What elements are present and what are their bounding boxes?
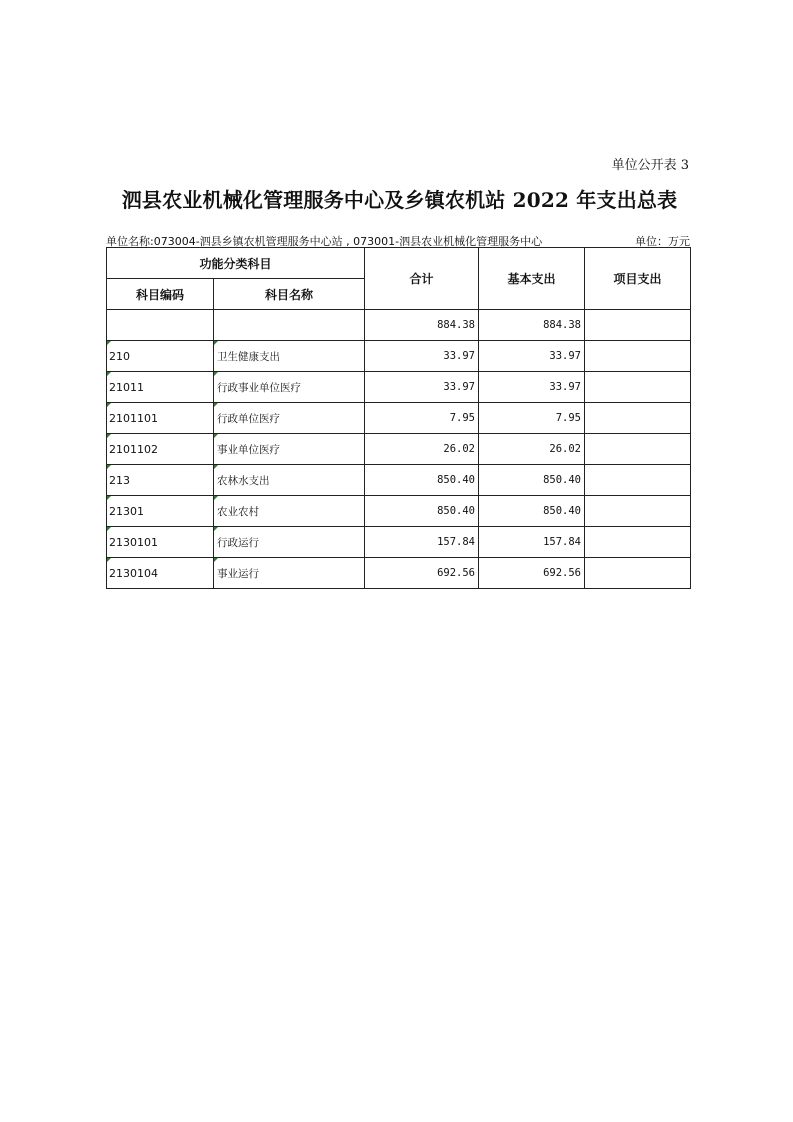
- cell-name: 行政单位医疗: [214, 403, 365, 434]
- header-subject-code: 科目编码: [107, 279, 214, 310]
- unit-measure: 单位：万元: [635, 235, 690, 248]
- header-total: 合计: [365, 248, 479, 310]
- cell-project: [585, 527, 691, 558]
- table-row: [107, 341, 691, 372]
- table-row: [107, 465, 691, 496]
- cell-code: 2101102: [107, 434, 214, 465]
- cell-total: 33.97: [365, 372, 479, 403]
- cell-project: [585, 558, 691, 589]
- unit-name: 单位名称:073004-泗县乡镇农机管理服务中心站 , 073001-泗县农业机械化管理服务中心: [106, 235, 543, 248]
- cell-name: 农业农村: [214, 496, 365, 527]
- cell-total: 884.38: [365, 310, 479, 341]
- cell-code: 2130101: [107, 527, 214, 558]
- cell-total: 850.40: [365, 465, 479, 496]
- cell-project: [585, 496, 691, 527]
- cell-basic: 884.38: [479, 310, 585, 341]
- cell-name: 卫生健康支出: [214, 341, 365, 372]
- cell-total: 157.84: [365, 527, 479, 558]
- cell-name: 行政运行: [214, 527, 365, 558]
- cell-name: 农林水支出: [214, 465, 365, 496]
- table-row: [107, 527, 691, 558]
- cell-code: 210: [107, 341, 214, 372]
- table-row: [107, 372, 691, 403]
- cell-name: 事业单位医疗: [214, 434, 365, 465]
- header-project-expenditure: 项目支出: [585, 248, 691, 310]
- cell-basic: 7.95: [479, 403, 585, 434]
- cell-total: 850.40: [365, 496, 479, 527]
- cell-basic: 850.40: [479, 465, 585, 496]
- cell-code: 2130104: [107, 558, 214, 589]
- cell-basic: 33.97: [479, 341, 585, 372]
- cell-basic: 692.56: [479, 558, 585, 589]
- cell-project: [585, 403, 691, 434]
- header-basic-expenditure: 基本支出: [479, 248, 585, 310]
- table-row: [107, 434, 691, 465]
- cell-project: [585, 372, 691, 403]
- table-row: [107, 403, 691, 434]
- cell-total: 7.95: [365, 403, 479, 434]
- cell-code: 2101101: [107, 403, 214, 434]
- cell-code: 21011: [107, 372, 214, 403]
- table-number-label: 单位公开表 3: [611, 158, 689, 173]
- cell-name: 行政事业单位医疗: [214, 372, 365, 403]
- page-title: 泗县农业机械化管理服务中心及乡镇农机站 2022 年支出总表: [121, 188, 678, 212]
- header-subject-name: 科目名称: [214, 279, 365, 310]
- cell-code: [107, 310, 214, 341]
- cell-total: 692.56: [365, 558, 479, 589]
- cell-basic: 26.02: [479, 434, 585, 465]
- cell-name: 事业运行: [214, 558, 365, 589]
- table-row: [107, 558, 691, 589]
- table-row: [107, 310, 691, 341]
- cell-code: 213: [107, 465, 214, 496]
- cell-project: [585, 341, 691, 372]
- cell-project: [585, 465, 691, 496]
- cell-project: [585, 310, 691, 341]
- cell-basic: 33.97: [479, 372, 585, 403]
- cell-name: [214, 310, 365, 341]
- header-function-category: 功能分类科目: [107, 248, 365, 279]
- cell-project: [585, 434, 691, 465]
- cell-code: 21301: [107, 496, 214, 527]
- table-row: [107, 496, 691, 527]
- cell-total: 26.02: [365, 434, 479, 465]
- cell-total: 33.97: [365, 341, 479, 372]
- cell-basic: 850.40: [479, 496, 585, 527]
- cell-basic: 157.84: [479, 527, 585, 558]
- expenditure-table: [106, 247, 691, 589]
